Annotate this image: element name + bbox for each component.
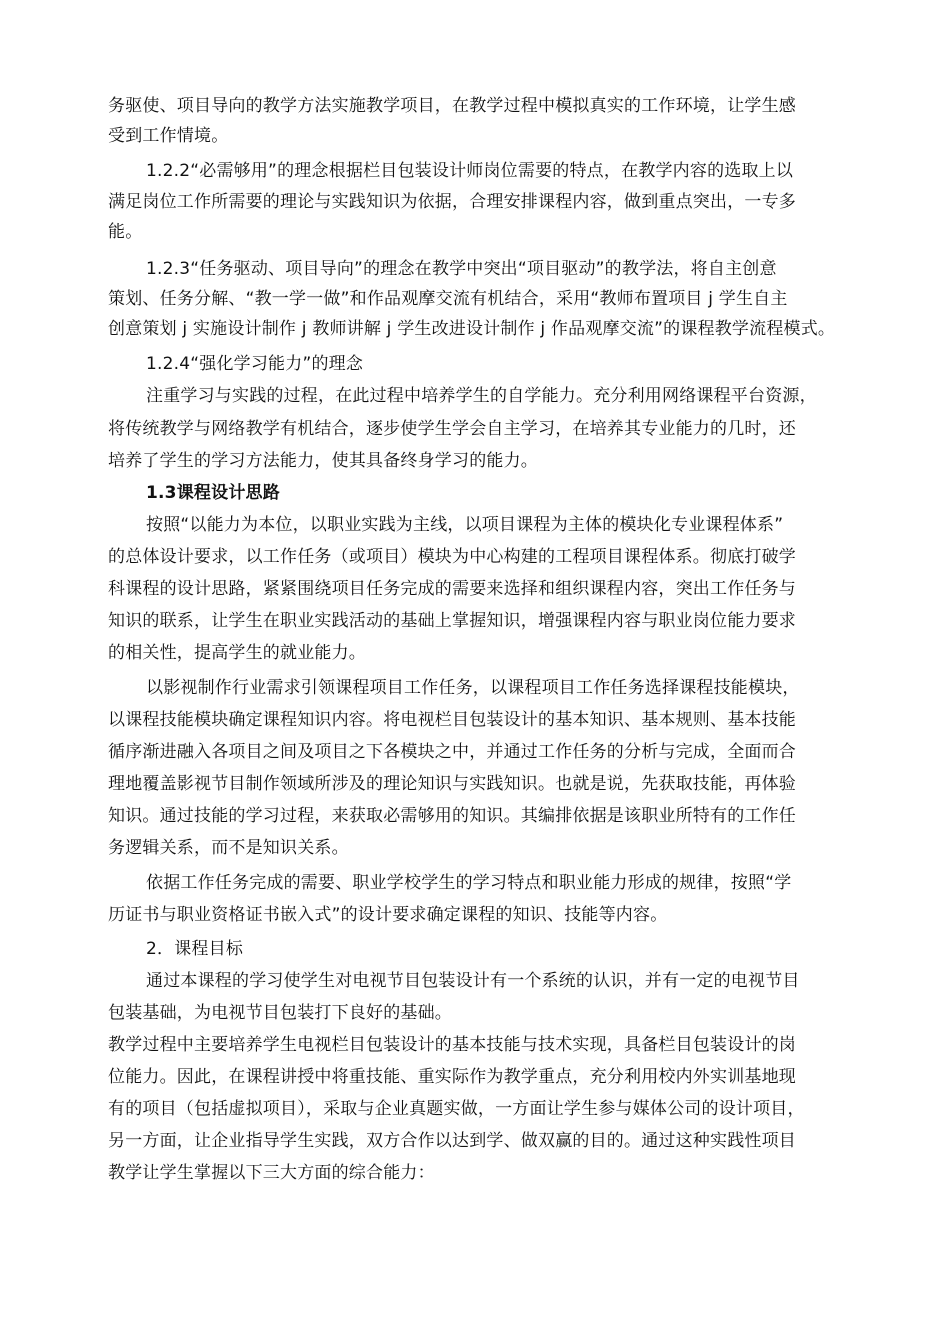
text-line: 依据工作任务完成的需要、职业学校学生的学习特点和职业能力形成的规律，按照“学 bbox=[146, 873, 792, 893]
text-line: 教学让学生掌握以下三大方面的综合能力： bbox=[108, 1163, 435, 1183]
text-line: 位能力。因此，在课程讲授中将重技能、重实际作为教学重点，充分利用校内外实训基地现 bbox=[108, 1067, 796, 1087]
text-line: 的相关性，提高学生的就业能力。 bbox=[108, 643, 366, 663]
text-line: 的总体设计要求，以工作任务（或项目）模块为中心构建的工程项目课程体系。彻底打破学 bbox=[108, 547, 796, 567]
text-line: 满足岗位工作所需要的理论与实践知识为依据，合理安排课程内容，做到重点突出，一专多 bbox=[108, 192, 796, 212]
text-line: 知识的联系，让学生在职业实践活动的基础上掌握知识，增强课程内容与职业岗位能力要求 bbox=[108, 611, 796, 631]
text-line: 培养了学生的学习方法能力，使其具备终身学习的能力。 bbox=[108, 451, 538, 471]
text-line: 以影视制作行业需求引领课程项目工作任务，以课程项目工作任务选择课程技能模块， bbox=[146, 678, 800, 698]
text-line: 有的项目（包括虚拟项目），采取与企业真题实做，一方面让学生参与媒体公司的设计项目， bbox=[108, 1099, 805, 1119]
text-line: 能。 bbox=[108, 222, 143, 242]
text-line: 知识。通过技能的学习过程，来获取必需够用的知识。其编排依据是该职业所特有的工作任 bbox=[108, 806, 796, 826]
text-line: 1.2.2“必需够用”的理念根据栏目包装设计师岗位需要的特点，在教学内容的选取上以 bbox=[146, 161, 794, 181]
section-heading: 2．课程目标 bbox=[146, 939, 244, 959]
text-line: 按照“以能力为本位，以职业实践为主线，以项目课程为主体的模块化专业课程体系” bbox=[146, 515, 784, 535]
text-line: 将传统教学与网络教学有机结合，逐步使学生学会自主学习，在培养其专业能力的几时，还 bbox=[108, 419, 796, 439]
text-line: 1.2.3“任务驱动、项目导向”的理念在教学中突出“项目驱动”的教学法，将自主创意 bbox=[146, 259, 777, 279]
text-line: 创意策划 j 实施设计制作 j 教师讲解 j 学生改进设计制作 j 作品观摩交流”的课程教学流程模式。 bbox=[108, 319, 836, 339]
text-line: 理地覆盖影视节目制作领域所涉及的理论知识与实践知识。也就是说，先获取技能，再体验 bbox=[108, 774, 796, 794]
text-line: 通过本课程的学习使学生对电视节目包装设计有一个系统的认识，并有一定的电视节目 bbox=[146, 971, 800, 991]
text-line: 另一方面，让企业指导学生实践，双方合作以达到学、做双赢的目的。通过这种实践性项目 bbox=[108, 1131, 796, 1151]
text-line: 以课程技能模块确定课程知识内容。将电视栏目包装设计的基本知识、基本规则、基本技能 bbox=[108, 710, 796, 730]
text-line: 教学过程中主要培养学生电视栏目包装设计的基本技能与技术实现，具备栏目包装设计的岗 bbox=[108, 1035, 796, 1055]
text-line: 受到工作情境。 bbox=[108, 126, 229, 146]
text-line: 循序渐进融入各项目之间及项目之下各模块之中，并通过工作任务的分析与完成，全面而合 bbox=[108, 742, 796, 762]
section-heading: 1.2.4“强化学习能力”的理念 bbox=[146, 354, 364, 374]
text-line: 包装基础，为电视节目包装打下良好的基础。 bbox=[108, 1003, 452, 1023]
text-line: 策划、任务分解、“教一学一做”和作品观摩交流有机结合，采用“教师布置项目 j 学生自主 bbox=[108, 289, 788, 309]
text-line: 务逻辑关系，而不是知识关系。 bbox=[108, 838, 349, 858]
text-line: 科课程的设计思路，紧紧围绕项目任务完成的需要来选择和组织课程内容，突出工作任务与 bbox=[108, 579, 796, 599]
section-heading: 1.3课程设计思路 bbox=[146, 483, 280, 503]
text-line: 注重学习与实践的过程，在此过程中培养学生的自学能力。充分利用网络课程平台资源， bbox=[146, 386, 817, 406]
text-line: 务驱使、项目导向的教学方法实施教学项目，在教学过程中模拟真实的工作环境，让学生感 bbox=[108, 96, 796, 116]
text-line: 历证书与职业资格证书嵌入式”的设计要求确定课程的知识、技能等内容。 bbox=[108, 905, 668, 925]
